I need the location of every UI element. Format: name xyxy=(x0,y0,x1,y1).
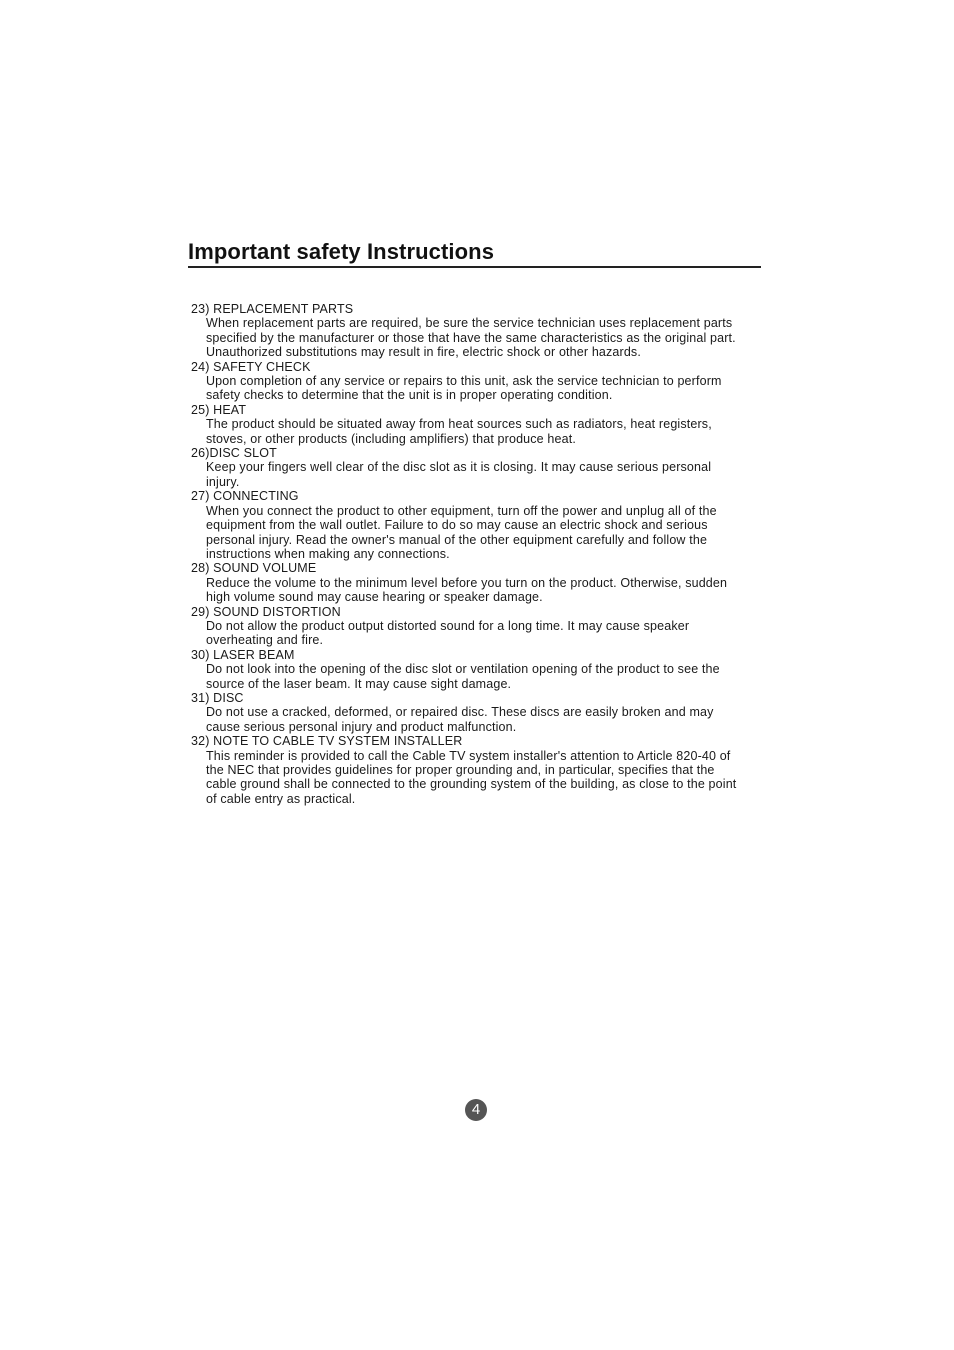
instruction-item xyxy=(191,691,791,734)
instruction-item xyxy=(191,446,791,489)
instruction-heading: 24) SAFETY CHECK xyxy=(191,359,311,374)
instruction-text-line: Upon completion of any service or repairs to this unit, ask the service technician to perform xyxy=(206,374,722,389)
instruction-text-line: This reminder is provided to call the Cable TV system installer's attention to Article 820-40 of xyxy=(206,748,731,763)
instruction-text-line: cable ground shall be connected to the grounding system of the building, as close to the point xyxy=(206,777,737,792)
instruction-heading: 27) CONNECTING xyxy=(191,489,299,504)
instruction-text-line: high volume sound may cause hearing or speaker damage. xyxy=(206,590,543,605)
instruction-item xyxy=(191,734,791,806)
instruction-heading: 25) HEAT xyxy=(191,402,247,417)
instruction-heading: 26)DISC SLOT xyxy=(191,446,277,461)
instruction-heading: 29) SOUND DISTORTION xyxy=(191,604,341,619)
instruction-text-line: cause serious personal injury and product malfunction. xyxy=(206,719,517,734)
instruction-text-line: Do not allow the product output distorted sound for a long time. It may cause speaker xyxy=(206,618,690,633)
instruction-heading: 28) SOUND VOLUME xyxy=(191,561,317,576)
instruction-text-line: stoves, or other products (including amplifiers) that produce heat. xyxy=(206,431,576,446)
instruction-text-line: personal injury. Read the owner's manual of the other equipment carefully and follow the xyxy=(206,532,708,547)
instruction-item xyxy=(191,489,791,561)
instruction-item xyxy=(191,360,791,403)
page-title: Important safety Instructions xyxy=(188,239,495,264)
instruction-item xyxy=(191,561,791,604)
instruction-text-line: specified by the manufacturer or those that have the same characteristics as the original part. xyxy=(206,330,736,345)
instruction-text-line: source of the laser beam. It may cause sight damage. xyxy=(206,676,512,691)
instruction-text-line: Do not use a cracked, deformed, or repaired disc. These discs are easily broken and may xyxy=(206,705,714,720)
instruction-item xyxy=(191,302,791,360)
instruction-text-line: instructions when making any connections. xyxy=(206,546,450,561)
instruction-item xyxy=(191,403,791,446)
instruction-heading: 31) DISC xyxy=(191,690,244,705)
instruction-text-line: overheating and fire. xyxy=(206,633,324,648)
instruction-text-line: When you connect the product to other equipment, turn off the power and unplug all of the xyxy=(206,503,717,518)
title-underline xyxy=(188,266,761,268)
instruction-item xyxy=(191,605,791,648)
instruction-text-line: Do not look into the opening of the disc slot or ventilation opening of the product to see the xyxy=(206,662,720,677)
instruction-text-line: Unauthorized substitutions may result in fire, electric shock or other hazards. xyxy=(206,345,641,360)
instruction-heading: 32) NOTE TO CABLE TV SYSTEM INSTALLER xyxy=(191,734,463,749)
instruction-item xyxy=(191,648,791,691)
instruction-text-line: safety checks to determine that the unit is in proper operating condition. xyxy=(206,388,613,403)
instruction-text-line: When replacement parts are required, be sure the service technician uses replacement parts xyxy=(206,316,733,331)
instruction-text-line: Reduce the volume to the minimum level before you turn on the product. Otherwise, sudden xyxy=(206,575,728,590)
instruction-text-line: equipment from the wall outlet. Failure to do so may cause an electric shock and serious xyxy=(206,518,708,533)
instruction-text-line: Keep your fingers well clear of the disc slot as it is closing. It may cause serious personal xyxy=(206,460,712,475)
instruction-text-line: injury. xyxy=(206,474,240,489)
instruction-list xyxy=(191,302,791,806)
instruction-heading: 30) LASER BEAM xyxy=(191,647,295,662)
instruction-text-line: the NEC that provides guidelines for proper grounding and, in particular, specifies that the xyxy=(206,763,715,777)
instruction-text-line: of cable entry as practical. xyxy=(206,791,356,806)
instruction-heading: 23) REPLACEMENT PARTS xyxy=(191,302,354,316)
page-number-badge: 4 xyxy=(465,1099,487,1121)
instruction-text-line: The product should be situated away from heat sources such as radiators, heat registers, xyxy=(206,417,712,432)
